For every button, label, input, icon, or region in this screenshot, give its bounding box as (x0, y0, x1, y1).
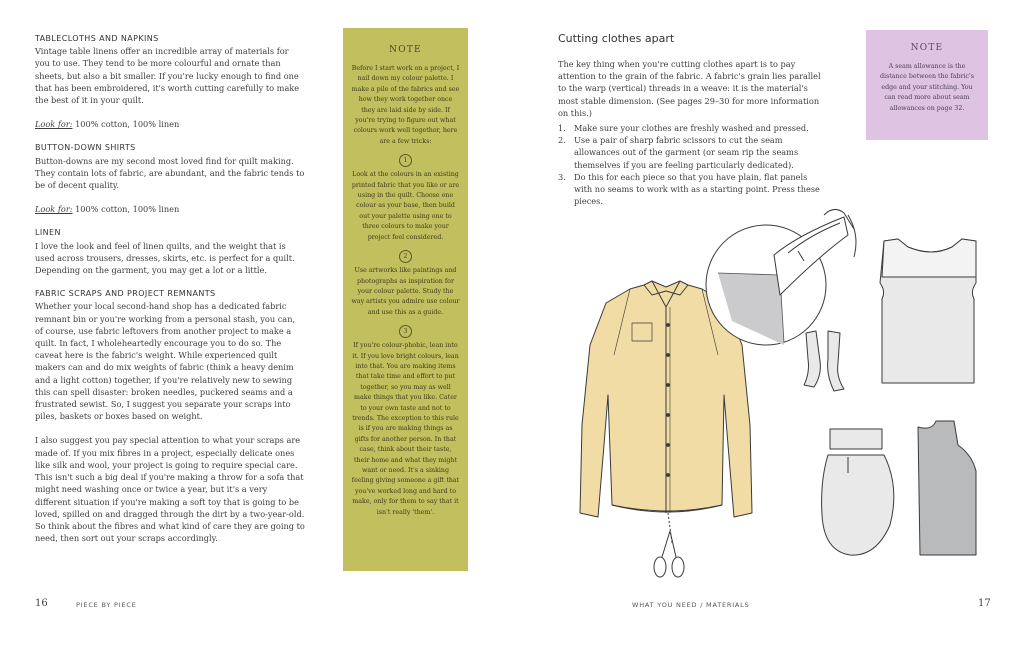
running-head-right: WHAT YOU NEED / MATERIALS (632, 601, 750, 609)
note-title: NOTE (910, 43, 944, 53)
look-for-label: Look for: (35, 119, 73, 130)
look-for-shirts (35, 203, 305, 215)
iron-detail-icon (706, 209, 856, 345)
step-text: Make sure your clothes are freshly washed and pressed. (574, 123, 809, 133)
step-number: 2. (558, 135, 566, 146)
scissors-icon (654, 513, 684, 577)
note-tip-1: Look at the colours in an existing printed fabric that you like or are using in the quilt. Choose one colour as your base, then build out your palette using one to three colours to make your project feel considered. (351, 171, 460, 241)
paragraph-tablecloths: Vintage table linens offer an incredible array of materials for you to use. They tend to be more colourful and ornate than sheets, but also a bit smaller. If you're lucky enough to find one that has been embroidered, it's worth cutting carefully to make the best of it in your quilt. (35, 46, 300, 106)
page-number-right: 17 (978, 598, 991, 609)
paragraph-button-down-shirts: Button-downs are my second most loved find for quilt making. They contain lots of fabric, are abundant, and the fabric tends to be of decent quality. (35, 155, 305, 191)
look-for-value: 100% cotton, 100% linen (72, 119, 180, 130)
step-number: 1. (558, 123, 566, 133)
page-number-left: 16 (35, 598, 48, 609)
shirt-cutting-illustration (548, 195, 988, 585)
heading-fabric-scraps: FABRIC SCRAPS AND PROJECT REMNANTS (35, 289, 216, 299)
note-number-badge: 1 (399, 154, 412, 167)
fabric-panels (804, 239, 976, 555)
look-for-tablecloths (35, 118, 305, 130)
colour-palette-note (343, 28, 468, 571)
look-for-label: Look for: (35, 204, 73, 215)
paragraph-fibres: I also suggest you pay special attention to what your scraps are made of. If you mix fibres in a project, especially delicate ones like silk and wool, your project is going to require special care. This isn't such a big deal if you're making a throw for a sofa that might need washing once or twice a year, but it's a very different situation if you're making a soft toy that is going to be loved, spilled on and dragged through the dirt by a two-year-old. So think about the fibres and what kind of care they are going to need, then sort out your scraps accordingly. (35, 435, 305, 544)
section-title: Cutting clothes apart (558, 32, 675, 45)
list-item (558, 122, 828, 134)
running-head-left: PIECE BY PIECE (76, 601, 137, 609)
note-text: A seam allowance is the distance between the fabric's edge and your stitching. You can read more about seam allowances on page 32. (879, 63, 974, 112)
heading-tablecloths: TABLECLOTHS AND NAPKINS (35, 34, 159, 43)
look-for-value: 100% cotton, 100% linen (72, 204, 180, 215)
note-intro: Before I start work on a project, I nail down my colour palette. I make a pile of the fabrics and see how they work together once they are laid side by side. If you're trying to figure out what colours work well together, here are a few tricks: (351, 65, 460, 145)
paragraph-fabric-scraps: Whether your local second-hand shop has a dedicated fabric remnant bin or you're working from a personal stash, you can, of course, use fabric leftovers from another project to make a quilt. In fact, I wholeheartedly encourage you to do so. The caveat here is the fabric's weight. While experienced quilt makers can and do mix weights of fabric (think a heavy denim and a light cotton) together, if you're relatively new to sewing this can spell disaster: broken needles, puckered seams and a frustrated sewist. So, I suggest you separate your scraps into piles, baskets or boxes based on weight. (35, 301, 296, 422)
note-tip-2: Use artworks like paintings and photographs as inspiration for your colour palette. Study the way artists you admire use colour and use this as a guide. (351, 267, 460, 316)
note-number-badge: 3 (399, 325, 412, 338)
seam-allowance-note (866, 30, 988, 140)
note-tip-3: If you're colour-phobic, lean into it. If you love bright colours, lean into that. You are making items that take time and effort to put together, so you may as well make things that you like. Cater to your own taste and not to trends. The exception to this rule is if you are making things as gifts for another person. In that case, think about their taste, their home and what they might want or need. It's a sinking feeling giving someone a gift that you've worked long and hard to make, only for them to say that it isn't really 'them'. (351, 342, 460, 516)
heading-button-down-shirts: BUTTON-DOWN SHIRTS (35, 143, 136, 153)
heading-linen: LINEN (35, 228, 61, 238)
note-number-badge: 2 (399, 250, 412, 263)
paragraph-linen: I love the look and feel of linen quilts, and the weight that is used across trousers, dresses, skirts, etc. is perfect for a quilt. Depending on the garment, you may get a lot or a little. (35, 240, 295, 276)
step-number: 3. (558, 171, 566, 182)
step-text: Use a pair of sharp fabric scissors to cut the seam allowances out of the garment (or seam rip the seams themselves if you are feeling particularly dedicated). (574, 135, 799, 170)
list-item (558, 134, 828, 171)
intro-paragraph: The key thing when you're cutting clothes apart is to pay attention to the grain of the fabric. A fabric's grain lies parallel to the warp (vertical) threads in a weave: it is the material's most stable dimension. (See pages 29–30 for more information on this.) (558, 59, 821, 118)
left-body-column (35, 33, 305, 544)
step-text: Do this for each piece so that you have plain, flat panels with no seams to work with as a starting point. Press these pieces. (574, 171, 820, 207)
note-title: NOTE (389, 45, 422, 55)
